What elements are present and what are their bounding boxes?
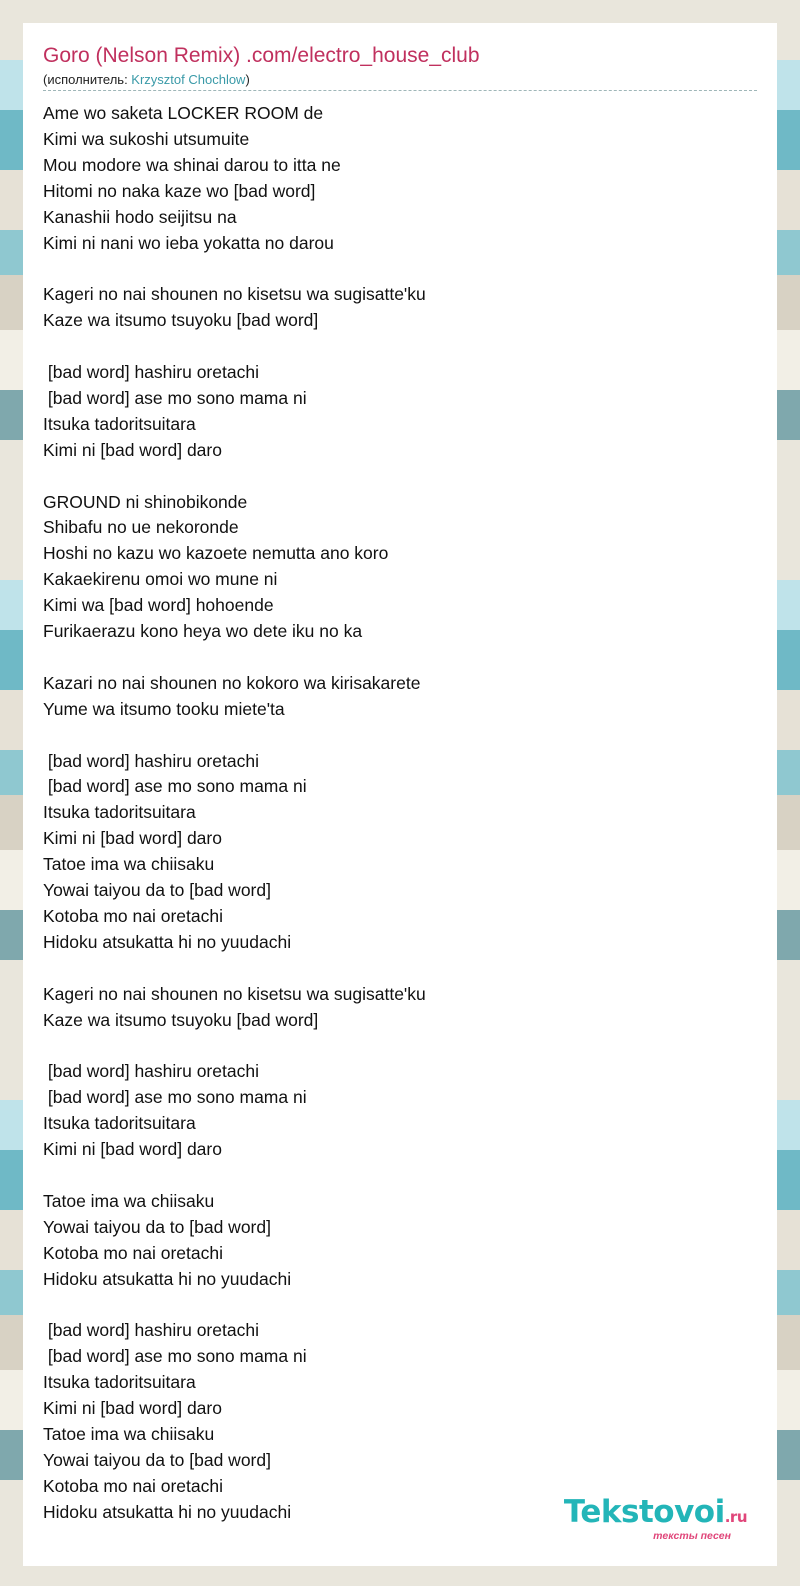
lyric-line: Tatoe ima wa chiisaku	[43, 854, 215, 875]
song-title: Goro (Nelson Remix) .com/electro_house_club	[43, 44, 480, 67]
lyric-line: Kanashii hodo seijitsu na	[43, 206, 237, 227]
lyric-line: Hidoku atsukatta hi no yuudachi	[43, 931, 292, 952]
artist-prefix: (исполнитель:	[43, 72, 132, 87]
lyric-line: Hidoku atsukatta hi no yuudachi	[43, 1268, 292, 1289]
lyric-line: Mou modore wa shinai darou to itta ne	[43, 154, 341, 175]
lyrics-card	[23, 23, 777, 1566]
lyric-line: Kotoba mo nai oretachi	[43, 1242, 223, 1263]
lyric-line: Furikaerazu kono heya wo dete iku no ka	[43, 621, 363, 642]
lyric-line: Tatoe ima wa chiisaku	[43, 1424, 215, 1445]
logo-wordmark: Tekstovoi	[563, 1494, 725, 1530]
lyric-line: [bad word] hashiru oretachi	[43, 1320, 259, 1341]
lyric-line: Ame wo saketa LOCKER ROOM de	[43, 103, 324, 123]
lyric-line: Kageri no nai shounen no kisetsu wa sugisatte'ku	[43, 983, 426, 1004]
lyric-line: Kotoba mo nai oretachi	[43, 906, 223, 927]
lyrics-text	[43, 101, 757, 1526]
site-logo[interactable]	[564, 1496, 747, 1542]
lyric-line: Kimi ni [bad word] daro	[43, 1398, 222, 1419]
artist-suffix: )	[245, 72, 250, 87]
lyric-line: Kakaekirenu omoi wo mune ni	[43, 569, 278, 590]
lyric-line: Kazari no nai shounen no kokoro wa kirisakarete	[43, 672, 421, 693]
lyric-line: Yume wa itsumo tooku miete'ta	[43, 698, 285, 719]
lyric-line: Kaze wa itsumo tsuyoku [bad word]	[43, 310, 319, 331]
lyric-line	[43, 723, 757, 749]
lyric-line: Kimi wa [bad word] hohoende	[43, 595, 274, 616]
lyric-line	[43, 464, 757, 490]
lyric-line: Kaze wa itsumo tsuyoku [bad word]	[43, 1009, 319, 1030]
lyric-line: Kimi ni nani wo ieba yokatta no darou	[43, 232, 334, 253]
lyric-line	[43, 956, 757, 982]
lyric-line: Itsuka tadoritsuitara	[43, 1372, 196, 1393]
lyric-line	[43, 334, 757, 360]
lyric-line	[43, 1034, 757, 1060]
lyric-line: Kimi ni [bad word] daro	[43, 439, 222, 460]
lyric-line: Kimi ni [bad word] daro	[43, 828, 222, 849]
lyric-line: Kotoba mo nai oretachi	[43, 1475, 223, 1496]
lyric-line: Kimi wa sukoshi utsumuite	[43, 128, 250, 149]
lyric-line: Kimi ni [bad word] daro	[43, 1139, 222, 1160]
artist-line	[43, 71, 757, 91]
lyric-line: Yowai taiyou da to [bad word]	[43, 1449, 271, 1470]
lyric-line: Itsuka tadoritsuitara	[43, 1113, 196, 1134]
lyric-line: [bad word] ase mo sono mama ni	[43, 1087, 307, 1108]
lyric-line: [bad word] hashiru oretachi	[43, 362, 259, 383]
lyric-line: Yowai taiyou da to [bad word]	[43, 1216, 271, 1237]
lyric-line	[43, 1293, 757, 1319]
lyric-line: Shibafu no ue nekoronde	[43, 517, 239, 538]
logo-tagline: тексты песен	[653, 1530, 731, 1542]
artist-link[interactable]: Krzysztof Chochlow	[131, 72, 246, 87]
lyric-line: Kageri no nai shounen no kisetsu wa sugisatte'ku	[43, 284, 426, 305]
lyric-line	[43, 645, 757, 671]
lyric-line	[43, 1163, 757, 1189]
lyric-line: Itsuka tadoritsuitara	[43, 802, 196, 823]
logo-domain: .ru	[724, 1508, 747, 1526]
lyric-line: Itsuka tadoritsuitara	[43, 413, 196, 434]
lyric-line: [bad word] ase mo sono mama ni	[43, 776, 307, 797]
lyric-line: [bad word] hashiru oretachi	[43, 1061, 259, 1082]
lyric-line: [bad word] ase mo sono mama ni	[43, 1346, 307, 1367]
lyric-line: Tatoe ima wa chiisaku	[43, 1190, 215, 1211]
lyric-line: [bad word] ase mo sono mama ni	[43, 387, 307, 408]
lyric-line	[43, 256, 757, 282]
lyric-line: Hidoku atsukatta hi no yuudachi	[43, 1501, 292, 1522]
lyric-line: GROUND ni shinobikonde	[43, 491, 248, 512]
lyric-line: Hitomi no naka kaze wo [bad word]	[43, 180, 316, 201]
lyric-line: Hoshi no kazu wo kazoete nemutta ano koro	[43, 543, 389, 564]
lyric-line: Yowai taiyou da to [bad word]	[43, 880, 271, 901]
lyric-line: [bad word] hashiru oretachi	[43, 750, 259, 771]
